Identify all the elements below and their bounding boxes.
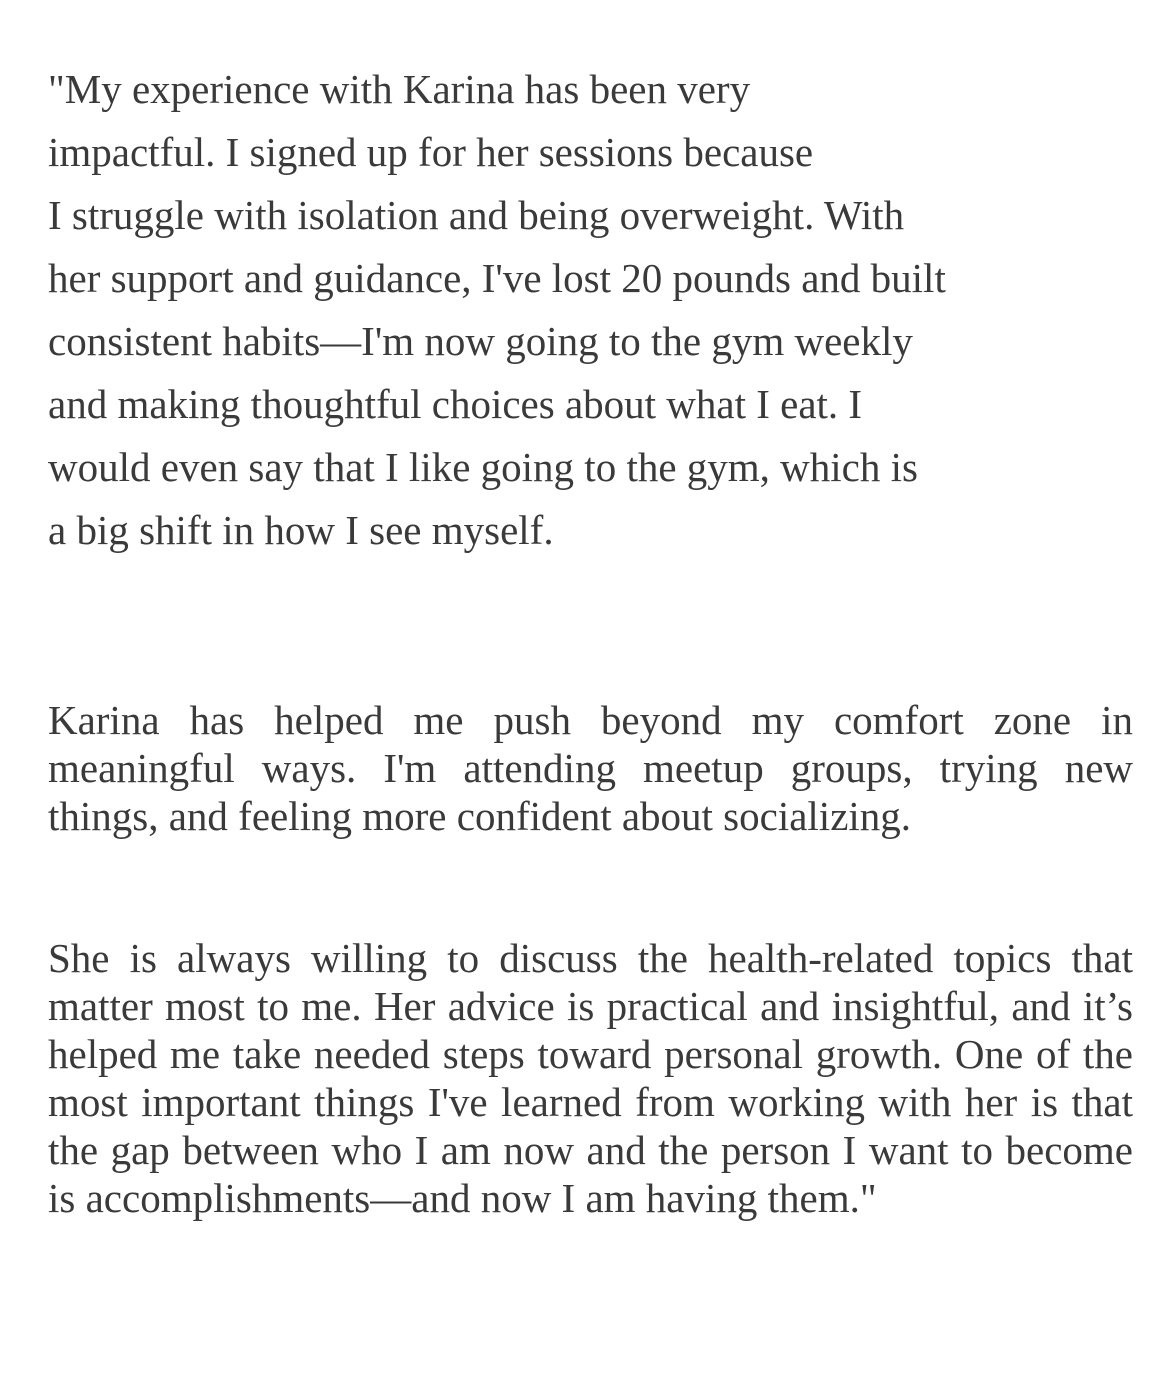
testimonial-paragraph-3: She is always willing to discuss the health-related topics that matter most to me. Her advice is practical and insightful, and it’s helped me take needed steps toward personal growth. One of the most important things I've learned from working with her is that the gap between who I am now and the person I want to become is accomplishments—and now I am having them." — [48, 935, 1133, 1221]
testimonial-document — [48, 58, 1133, 1221]
testimonial-paragraph-2: Karina has helped me push beyond my comfort zone in meaningful ways. I'm attending meetup groups, trying new things, and feeling more confident about socializing. — [48, 697, 1133, 839]
testimonial-paragraph-1: "My experience with Karina has been very impactful. I signed up for her sessions because I struggle with isolation and being overweight. With her support and guidance, I've lost 20 pounds and built consistent habits—I'm now going to the gym weekly and making thoughtful choices about what I eat. I would even say that I like going to the gym, which is a big shift in how I see myself. — [48, 66, 946, 553]
